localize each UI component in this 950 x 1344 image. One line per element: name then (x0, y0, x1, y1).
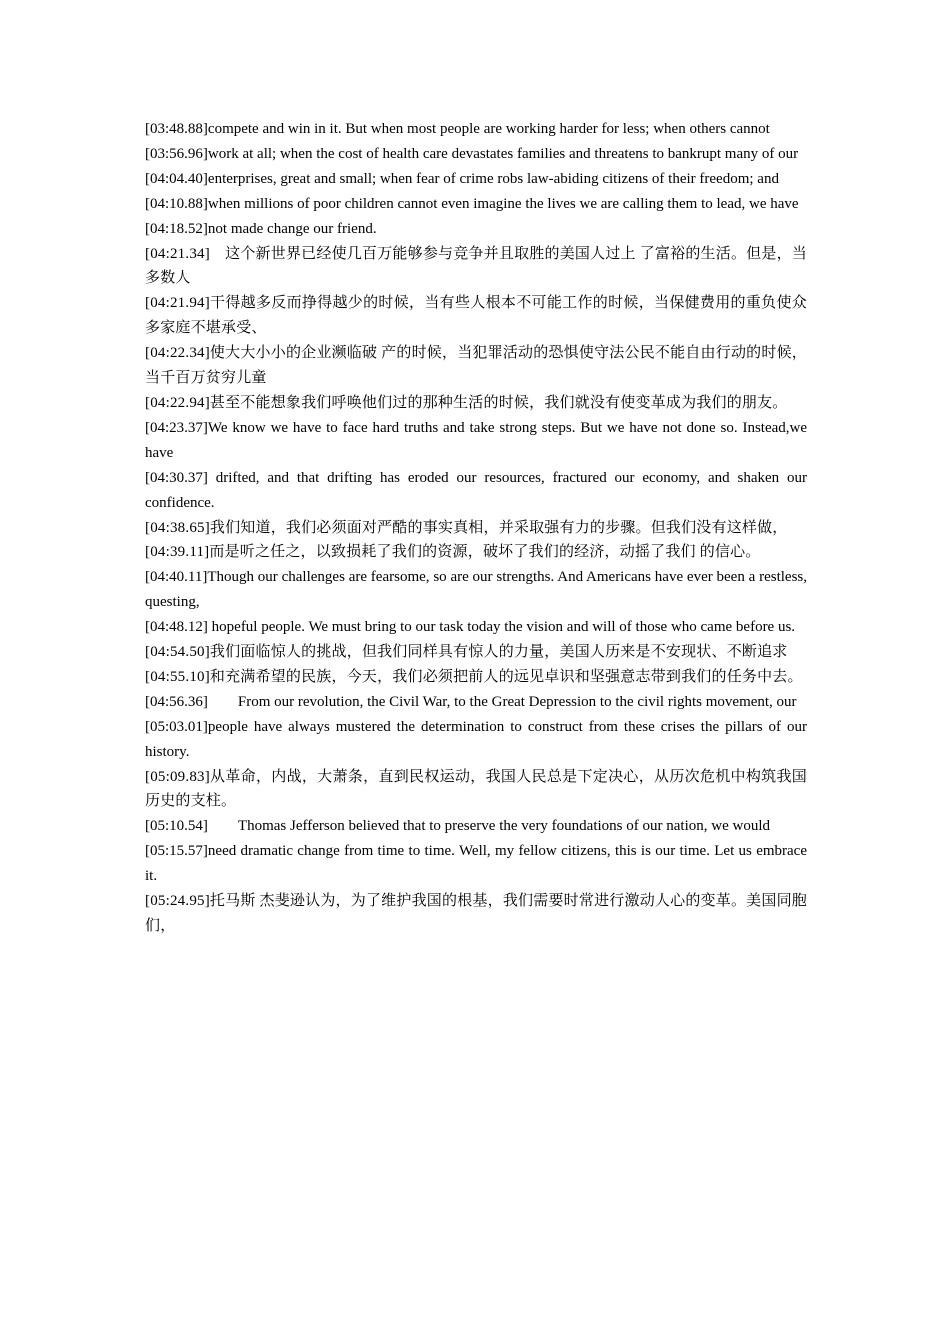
transcript-line: [04:22.94]甚至不能想象我们呼唤他们过的那种生活的时候，我们就没有使变革成为我们的朋友。 (145, 394, 788, 411)
transcript-line: [05:10.54] Thomas Jefferson believed that to preserve the very foundations of our nation, we would (145, 818, 770, 835)
transcript-line: [04:39.11]而是听之任之，以致损耗了我们的资源，破坏了我们的经济，动摇了我们 的信心。 (145, 544, 761, 561)
transcript-line: [05:15.57]need dramatic change from time to time. Well, my fellow citizens, this is our time. Let us embrace it. (145, 843, 807, 885)
document-body (145, 117, 807, 939)
transcript-line: [04:38.65]我们知道，我们必须面对严酷的事实真相，并采取强有力的步骤。但我们没有这样做， (145, 519, 788, 536)
transcript-line: [04:40.11]Though our challenges are fearsome, so are our strengths. And Americans have ever been a restless, questing, (145, 569, 807, 611)
transcript-line: [04:54.50]我们面临惊人的挑战，但我们同样具有惊人的力量，美国人历来是不安现状、不断追求 (145, 644, 788, 661)
transcript-line: [04:56.36] From our revolution, the Civil War, to the Great Depression to the civil rights movement, our (145, 693, 797, 710)
transcript-line: [05:03.01]people have always mustered the determination to construct from these crises the pillars of our history. (145, 718, 807, 760)
transcript-line: [04:55.10]和充满希望的民族，今天，我们必须把前人的远见卓识和坚强意志带到我们的任务中去。 (145, 668, 803, 685)
transcript-line: [04:22.34]使大大小小的企业濒临破 产的时候，当犯罪活动的恐惧使守法公民不能自由行动的时候，当千百万贫穷儿童 (145, 345, 807, 387)
transcript-line: [04:30.37] drifted, and that drifting has eroded our resources, fractured our economy, and shaken our confidence. (145, 469, 807, 511)
transcript-line: [04:10.88]when millions of poor children cannot even imagine the lives we are calling them to lead, we have (145, 195, 799, 212)
transcript-line: [03:56.96]work at all; when the cost of health care devastates families and threatens to bankrupt many of our (145, 145, 799, 162)
transcript-line: [04:18.52]not made change our friend. (145, 220, 377, 237)
transcript-line: [05:24.95]托马斯 杰斐逊认为，为了维护我国的根基，我们需要时常进行激动人心的变革。美国同胞们， (145, 893, 807, 934)
transcript-line: [04:21.94]干得越多反而挣得越少的时候，当有些人根本不可能工作的时候，当保健费用的重负使众多家庭不堪承受、 (145, 295, 807, 337)
transcript-line: [05:09.83]从革命，内战，大萧条，直到民权运动，我国人民总是下定决心，从历次危机中构筑我国历史的支柱。 (145, 768, 807, 810)
transcript-line: [03:48.88]compete and win in it. But when most people are working harder for less; when others cannot (145, 121, 770, 137)
transcript-line: [04:21.34] 这个新世界已经使几百万能够参与竞争并且取胜的美国人过上 了富裕的生活。但是，当多数人 (145, 245, 807, 287)
transcript-line: [04:48.12] hopeful people. We must bring to our task today the vision and will of those who came before us. (145, 619, 796, 636)
transcript-line: [04:04.40]enterprises, great and small; when fear of crime robs law-abiding citizens of their freedom; and (145, 170, 779, 187)
transcript-line: [04:23.37]We know we have to face hard truths and take strong steps. But we have not done so. Instead,we have (145, 419, 807, 461)
